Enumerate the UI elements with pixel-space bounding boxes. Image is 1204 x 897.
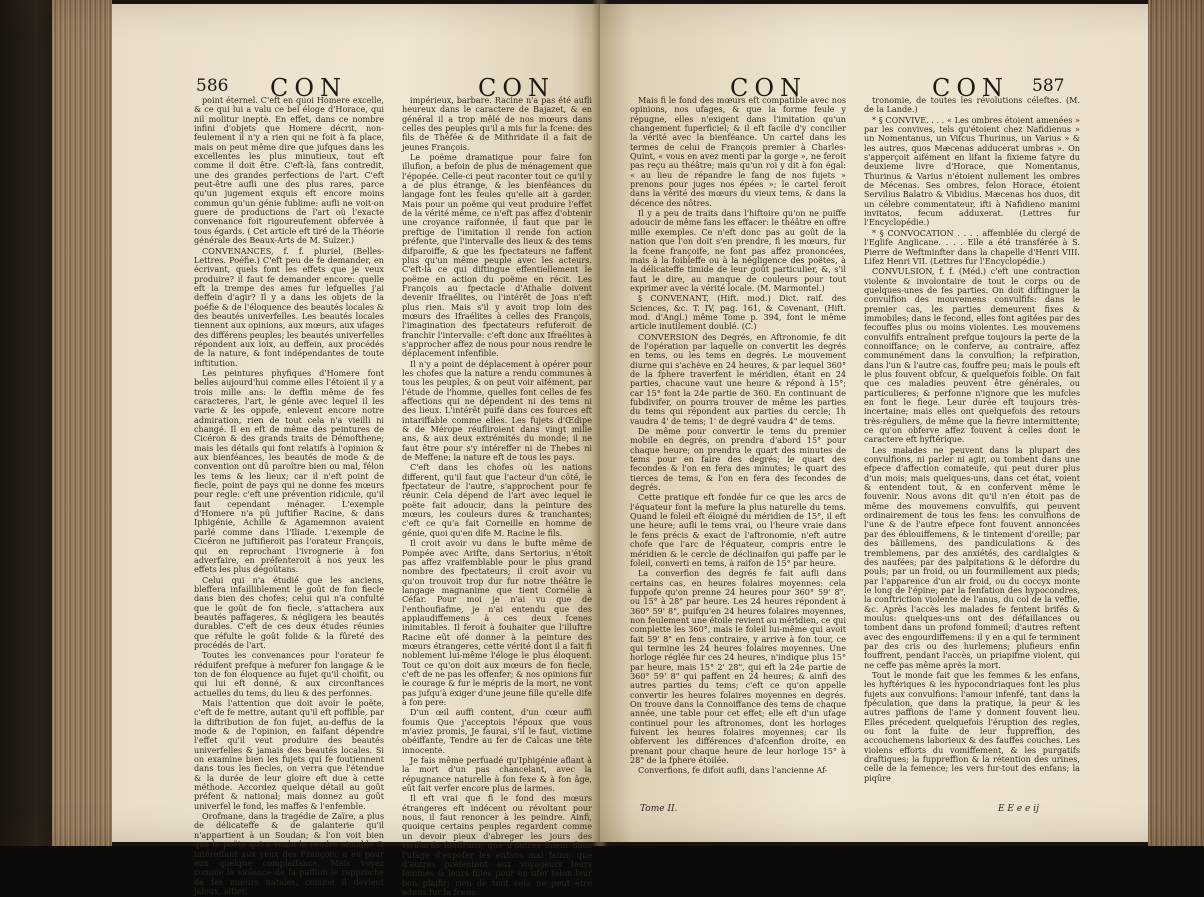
left-column-1 [194,95,384,896]
paragraph: Cette pratique eft fondée fur ce que les arcs de l'équateur font la mefure la plus naturelle du tems. Quand le foleil eft éloigné du méridien de 15°, il eft une heure; aufli le tems vrai, ou l'heure vraie dans le fens précis & exact de l'aftronomie, n'eft autre chofe que l'arc de l'équateur, compris entre le méridien & le cercle de déclinaifon qui paffe par le foleil, converti en tems, à raifon de 15° par heure. [630,492,846,568]
paragraph: Tout le monde fait que les femmes & les enfans, les hyftériques & les hypocondriaques font les plus fujets aux convulfions: l'amour infenfé, tant dans la fpéculation, que dans la pratique, la peur & les autres paffions de l'ame y donnent fouvent lieu. Elles précedent quelquefois l'éruption des regles, ou font la fuite de leur fuppreffion, des accouchemens laborieux & des fauffes couches. Les violens efforts du vomiffement, & les purgatifs draftiques; la fuppreffion & la rétention des urines, celle de la femence; les vers fur-tout des enfans; la piqûre [864,669,1080,783]
paragraph: C'eft dans les chofes où les nations different, qu'il faut que l'acteur d'un côté, le fpectateur de l'autre, s'approchent pour fe réunir. Cela dépend de l'art avec lequel le poëte fait adoucir, dans la peinture des mœurs, les couleurs dures & tranchantes; c'eft ce qu'a fait Corneille en homme de génie, quoi qu'en dife M. Racine le fils. [402,462,592,538]
paragraph: Orofmane, dans la tragédie de Zaïre, a plus de délicateffe & de galanterie qu'il n'appartient à un Soudan; & l'on voit bien que le poëte qui a voulu le rendre aimable & intéreffant aux yeux des François, a eu pour eux quelque complaifance. Mais voyez comme la violence de fa paffion le rapproche de fes mœurs natales, comme il devient jaloux, altier, [194,811,384,896]
left-page-number: 586 [196,76,229,96]
paragraph: tronomie, de toutes les révolutions céleftes. (M. de la Lande.) [864,95,1080,115]
paragraph: * § CONVIVE. . . . « Les ombres étoient amenées » par les convives, tels qu'étoient chez Nafidienus » un Nomentanus, un Vifcus Thurinus, un Varius » & les autres, quos Mæcenas adducerat umbras ». On s'apperçoit aifément en lifant la fixieme fatyre du deuxieme livre d'Horace, que Nomentanus, Thurinus & Varius n'étoient nullement les ombres de Mécenas. Ses ombres, felon Horace, étoient Servilius Balatro & Vibidius. Mæcenas hos duos, dit un célebre commentateur, ifti à Nafidieno manimi invitatos, fecum adduxerat. (Lettres fur l'Encyclopédie.) [864,114,1080,228]
left-page [112,4,600,897]
paragraph: CONVULSION, f. f. (Méd.) c'eft une contraction violente & involontaire de tout le corps ou de quelques-unes de fes parties. On doit diftinguer la convulfion des mouvemens convulfifs: dans le premier cas, les parties demeurent fixes & immobiles; dans le fecond, elles font agitées par des fecouffes plus ou moins violentes. Les mouvemens convulfifs entraînent prefque toujours la perte de la connoiffance; on le conferve, au contraire, affez communément dans la convulfion; la refpiration, dans l'un & l'autre cas, fouffre peu; mais le pouls eft le plus fouvent obfcur, & quelquefois foible. On fait que ces maladies peuvent être générales, ou particulieres; & perfonne n'ignore que les mufcles en font le fiege. Leur durée eft toujours très-incertaine; mais elles ont quelquefois des retours très-réguliers, de même que la fievre intermittente; ce qu'on obferve affez fouvent à celles dont le caractere eft hyftérique. [864,266,1080,445]
paragraph: Celui qui n'a étudié que les anciens, bleffera infailliblement le goût de fon fiecle dans bien des chofes; celui qui n'a confulté que le goût de fon fiecle, s'attachera aux beautés paffageres, & négligera les beautés durables. C'eft de ces deux études réunies que réfulte le goût folide & la fûreté des procédés de l'art. [194,574,384,650]
paragraph: Je fais même perfuadé qu'Iphigénie aflant à la mort d'un pas chancelant, avec la répugnance naturelle à fon fexe & à fon âge, eût fait verfer encore plus de larmes. [402,755,592,794]
paragraph: CONVENANCES, f. f. pluriel, (Belles-Lettres. Poéfie.) C'eft peu de fe demander, en écrivant, quels font les effets que je veux produire? il faut fe demander encore: quelle eft la trempe des ames fur lefquelles j'ai deffein d'agir? Il y a dans les objets de la poéfie & de l'éloquence des beautés locales & des beautés univerfelles. Les beautés locales tiennent aux opinions, aux mœurs, aux ufages des différens peuples; les beautés univerfelles répondent aux loix, au deffein, aux procédés de la nature, & font indépendantes de toute inftitution. [194,245,384,368]
paragraph: Il eft vrai que fi le fond des mœurs étrangeres eft indécent ou révoltant pour nous, il faut renoncer à les peindre. Ainfi, quoique certains peuples regardent comme un devoir pieux d'abreger les jours des vieillards fouffrans; que d'autres foient dans l'ufage d'expofer les enfans mal fains; que d'autres préfentent aux voyageurs leurs femmes & leurs filles pour en ufer felon leur bon plaifir; rien de tout cela ne peut être admis fur la fcene. [402,793,592,897]
right-page-number: 587 [1032,76,1065,96]
paragraph: Il y a peu de traits dans l'hiftoire qu'on ne puiffe adoucir de même fans les effacer: le théâtre en offre mille exemples. Ce n'eft donc pas au goût de la nation que l'on doit s'en prendre, fi les mœurs, fur la fcene françoife, ne font pas affez prononcées, mais à la foibleffe ou à la négligence des poëtes, à la délicateffe timide de leur goût particulier, &, s'il faut le dire, au manque de couleurs pour tout exprimer avec la vérité locale. (M. Marmontel.) [630,208,846,293]
paragraph: D'un œil auffi content, d'un cœur auffi foumis Que j'acceptois l'époux que vous m'aviez promis, Je faurai, s'il le faut, victime obéiffante, Tendre au fer de Calcas une tête innocente. [402,707,592,755]
page-stack-left [52,0,112,846]
paragraph: impérieux, barbare. Racine n'a pas été aufli heureux dans le caractere de Bajazet, & en général il a trop mêlé de nos mœurs dans celles des peuples qu'il a mis fur la fcene: des fils de Théfée & de Mithridate il a fait de jeunes François. [402,95,592,152]
signature-mark-left: Tome II. [640,804,678,814]
left-page-columns [194,95,592,897]
paragraph: Mais fi le fond des mœurs eft compatible avec nos opinions, nos ufages, & que la forme feule y répugne, elles n'exigent dans l'imitation qu'un changement fuperficiel; & il eft facile d'y concilier la vérité avec la bienféance. Un cartel dans les termes de celui de François premier à Charles-Quint, « vous en avez menti par la gorge », ne feroit pas reçu au théâtre; mais qu'un roi y dit à fon égal: « au lieu de répandre le fang de nos fujets » prenons pour juges nos épées »; le cartel feroit dans la vérité des mœurs du vieux tems, & dans la décence des nôtres. [630,95,846,208]
signature-mark-right: E E e e ij [998,804,1039,814]
paragraph: Le poëme dramatique pour faire fon illufion, a befoin de plus de ménagement que l'épopée. Celle-ci peut raconter tout ce qu'il y a de plus étrange, & les bienféances du langage font les feules qu'elle ait à garder. Mais pour un poëme qui veut produire l'effet de la vérité même, ce n'eft pas affez d'obtenir une croyance raifonnée, il faut que par le preftige de l'imitation il rende fon action préfente, que l'intervalle des lieux & des tems difparoiffe, & que les fpectateurs ne faffent plus qu'un même peuple avec les acteurs. C'eft-là ce qui diftingue effentiellement le poëme en action du poëme en récit. Les François au fpectacle d'Athalie doivent devenir Ifraélites, ou l'intérêt de Joas n'eft plus rien. Mais s'il y avoit trop loin des mœurs des Ifraélites à celles des François, l'imagination des fpectateurs refuferoit de franchir l'intervalle: c'eft donc aux Ifraélites à s'approcher affez de nous pour nous rendre le déplacement infenfible. [402,152,592,359]
paragraph: Les malades ne peuvent dans la plupart des convulfions, ni parler ni agir, ou tombent dans une efpece d'affection comateufe, qui peut durer plus d'un mois; mais quelques-uns, dans cet état, voient & entendent tout, & en confervent même le fouvenir. Nous avons dit qu'il n'en étoit pas de même des mouvemens convulfifs, qui peuvent ordinairement de tous les fens: les convulfions de l'une & de l'autre efpece font fouvent annoncées par des éblouiffemens, & le tintement d'oreille; par des bâillemens, des pandiculations & des tremblemens, par des anxiétés, des cardialgies & des naufées; par des palpitations & le défordre du pouls; par un froid, ou un fourmillement aux pieds; par l'apparence d'un air froid, ou du coccyx monte le long de l'épine; par la fenfation des hypocondres, la conftriction violente de l'anus, du col de la veffie, &c. Après l'accès les malades fe fentent brifés & moulus: quelques-uns ont des défaillances ou tombent dans un profond fommeil; d'autres reftent avec des engourdiffemens: il y en a qui fe terminent par des cris ou des hurlemens; plufieurs enfin fouffrent, pendant l'accès, un priapifme violent, qui ne ceffe pas même après la mort. [864,444,1080,670]
paragraph: CONVERSION des Degrés, en Aftronomie, fe dit de l'opération par laquelle on convertit les degrés en tems, ou les tems en degrés. Le mouvement diurne qui s'achève en 24 heures, & par lequel 360° de la fphere traverfent le méridien, étant en 24 parties, chacune vaut une heure & répond à 15°; car 15° font la 24e partie de 360. En continuant de fubdivifer, on pourra trouver de même les parties du tems qui répondent aux parties du cercle; 1h vaudra 4' de tems; 1' de degré vaudra 4" de tems. [630,331,846,426]
left-running-head-right: CON [478,74,556,102]
left-running-head-left: CON [270,74,348,102]
paragraph: Les peintures phyfiques d'Homere font belles aujourd'hui comme elles l'étoient il y a trois mille ans: le deffin même de fes caracteres, l'art, le génie avec lequel il les varie & les oppofe, enlevent encore notre admiration, rien de tout cela n'a vieilli ni changé. Il en eft de même des peintures de Cicéron & des grands traits de Démofthene; mais les détails qui font relatifs à l'opinion & aux bienféances, les beautés de mode & de convention ont dû paroître bien ou mal, félon les tems & les lieux; car il n'eft point de fiecle, point de pays qui ne donne fes mœurs pour regle: c'eft une prévention ridicule, qu'il faut cependant ménager. L'exemple d'Homere n'a pû juftifier Racine, & dans Iphigénie, Achille & Agamemnon avaient parlé comme dans l'Iliade. L'exemple de Cicéron ne juftifieroit pas l'orateur François, qui en reprochant l'ivrognerie à fon adverfaire, en préfenteroit à nos yeux les effets les plus dégoûtans. [194,367,384,575]
paragraph: Il n'y a point de déplacement à opérer pour les chofes que la nature a rendu communes à tous les peuples, & on peut voir aifément, par l'étude de l'homme, quelles font celles de fes affections qui ne dépendent ni des tems ni des lieux. L'intérêt puifé dans ces fources eft intariffable comme elles. Les fujets d'Œdipe & de Mérope réufliroient dans vingt mille ans, & aux deux extrémités du monde; il ne faut être pour s'y intéreffer ni de Thebes ni de Meffene: la nature eft de tous les pays. [402,358,592,463]
right-page-columns [630,96,1080,796]
right-page [600,4,1148,842]
paragraph: De même pour convertir le tems du premier mobile en degrés, on prendra d'abord 15° pour chaque heure; on prendra le quart des minutes de tems pour en faire des degrés; le quart des fecondes & l'on en fera des minutes; le quart des tierces de tems, & l'on en fera des fecondes de degrés. [630,426,846,493]
paragraph: Toutes les convenances pour l'orateur fe réduifent prefque à mefurer fon langage & le ton de fon éloquence au fujet qu'il choifit, ou qui lui eft donné, & aux circonftances actuelles du tems, du lieu & des perfonnes. [194,650,384,698]
page-stack-right [1148,0,1204,846]
right-running-head-right: CON [932,74,1010,102]
paragraph: * § CONVOCATION . . . . affemblée du clergé de l'Eglife Anglicane. . . . Elle a été transférée à S. Pierre de Weftminfter dans la chapelle d'Henri VIII. Lifez Henri VII. (Lettres fur l'Encyclopédie.) [864,227,1080,266]
paragraph: Converfions, fe difoit aufli, dans l'ancienne Af- [638,765,828,776]
right-column-2 [864,96,1080,796]
right-running-head-left: CON [730,74,808,102]
paragraph: Il croit avoir vu dans le bufte même de Pompée avec Arifte, dans Sertorius, n'étoit pas affez vraifemblable pour le plus grand nombre des fpectateurs; il croit avoir vu qu'on trouvoit trop dur fur notre théâtre le langage magnanime que tient Cornélie à Céfar. Pour moi je n'ai vu que de l'enthoufiafme, je n'ai entendu que des applaudiffemens à ces deux fcenes inimitables. Il feroit à fouhaiter que l'illuftre Racine eût ofé donner à la peinture des mœurs étrangeres, cette vérité dont il a fait fi noblement lui-même l'éloge le plus éloquent. Tout ce qu'on doit aux mœurs de fon fiecle, c'eft de ne pas les offenfer; & nos opinions fur le courage & fur le mépris de la mort, ne vont pas jufqu'à exiger d'une jeune fille qu'elle dife à fon pere: [402,538,592,707]
paragraph: point éternel. C'eft en quoi Homere excelle, & ce qui lui a valu ce bel éloge d'Horace, qui nil molitur ineptè. En effet, dans ce nombre infini d'objets que Homere décrit, non-feulement il n'y a rien qui ne foit à fa place, mais on peut même dire que jufques dans les excellentes les plus minutieux, tout eft comme il doit être. C'eft-là, fans contredit, une des grandes perfections de l'art. C'eft peut-être aufli une des plus rares, parce qu'un jugement exquis eft encore moins commun qu'un génie fublime: aufli ne voit-on guere de productions de l'art où l'exacte convenance foit rigoureufement obfervée à tous égards. ( Cet article eft tiré de la Théorie générale des Beaux-Arts de M. Sulzer.) [194,95,384,246]
paragraph: § CONVENANT, (Hift. mod.) Dict. raif. des Sciences, &c. T. IV, pag. 161, & Covenant, (Hift. mod. d'Angl.) même Tome p. 394, font le même article inutilement doublé. (C.) [630,293,846,332]
paragraph: La converfion des degrés fe fait aufli dans certains cas, en heures folaires moyennes: cela fuppofe qu'on prenne 24 heures pour 360° 59' 8", ou 15° à 28" par heure. Les 24 heures répondent à 360° 59' 8", puifqu'en 24 heures folaires moyennes, non feulement une étoile revient au méridien, ce qui complette les 360°, mais le foleil lui-même qui avoit fait 59' 8" en fens contraire, y arrive à fon tour, ce qui termine les 24 heures folaires moyennes. Une horloge réglée fur ces 24 heures, n'indique plus 15° par heure, mais 15° 2' 28", qui eft la 24e partie de 360° 59' 8" qui paffent en 24 heures; & ainfi des autres parties du tems; c'eft ce qu'on appelle convertir les heures folaires moyennes en degrés. On trouve dans la Connoiffance des tems de chaque année, une table pour cet effet; elle eft d'un ufage continuel pour les aftronomes, dont les horloges fuivent les heures folaires moyennes; car ils obfervent les différences d'afcenfion droite, en prenant pour chaque heure de leur horloge 15° à 28" de la fphere étoilée. [630,568,846,766]
paragraph: Mais l'attention que doit avoir le poëte, c'eft de fe mettre, autant qu'il eft poffible, par la diftribution de fon fujet, au-deffus de la mode & de l'opinion, en faifant dépendre l'effet qu'il veut produire des beautés univerfelles & jamais des beautés locales. Si on examine bien les fujets qui fe foutiennent dans tous les fiecles, on verra que l'étendue & la durée de leur gloire eft due à cette méthode. Accordez quelque détail au goût préfent & national; mais donnez au goût univerfel le fond, les maffes & l'enfemble. [194,698,384,811]
right-column-1 [630,96,846,796]
left-column-2 [402,95,592,897]
